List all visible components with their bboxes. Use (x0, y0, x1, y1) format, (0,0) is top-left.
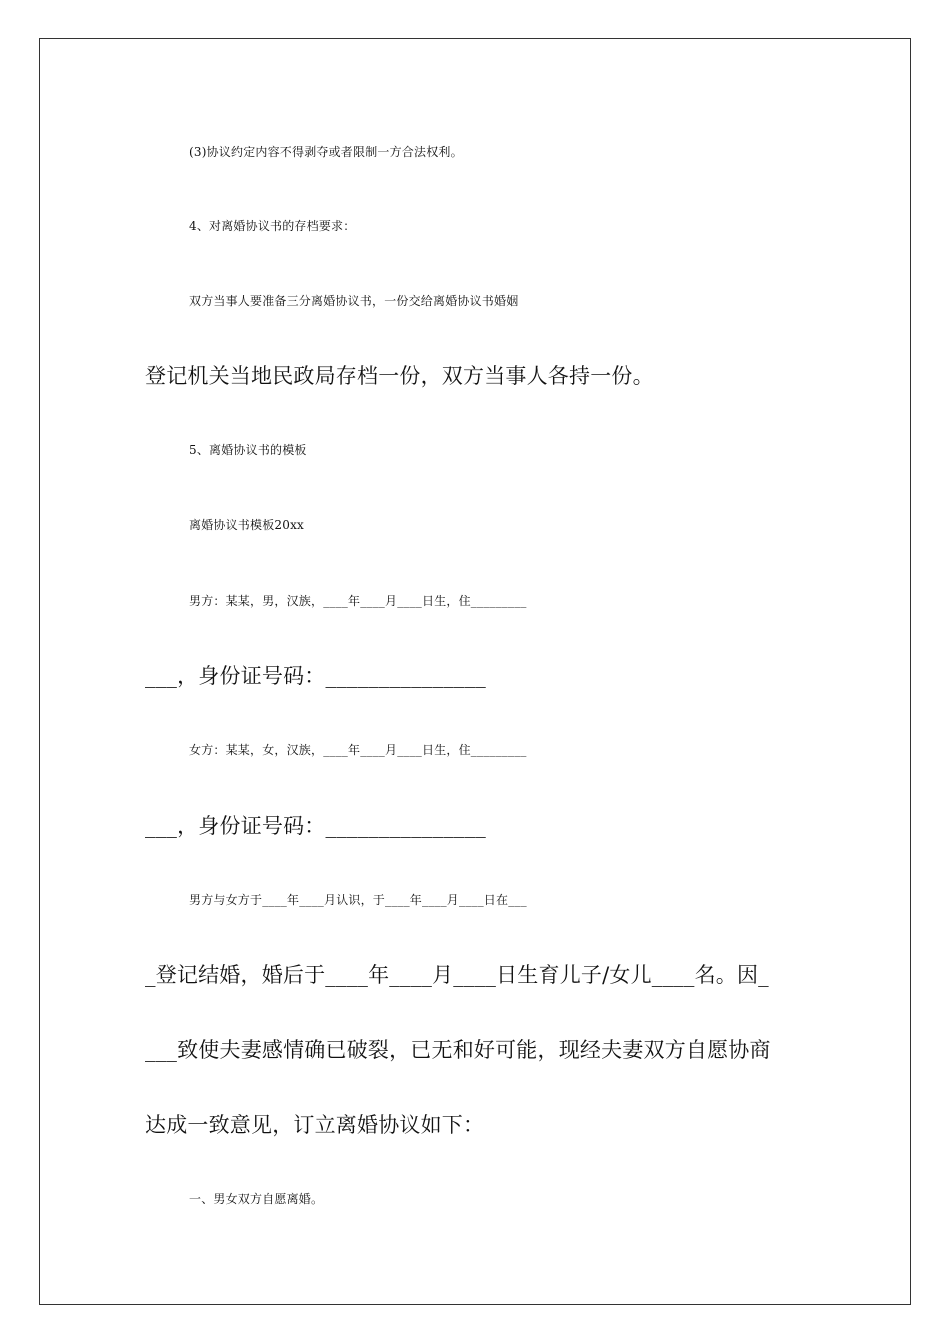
paragraph-line: 女方：某某，女，汉族，____年____月____日生，住_________ (189, 743, 527, 757)
section-heading: 5、离婚协议书的模板 (189, 443, 307, 457)
paragraph-line: (3)协议约定内容不得剥夺或者限制一方合法权利。 (189, 145, 463, 159)
paragraph-line: 达成一致意见，订立离婚协议如下： (145, 1113, 485, 1137)
clause-line: 一、男女双方自愿离婚。 (189, 1192, 324, 1206)
template-title: 离婚协议书模板20xx (189, 518, 305, 532)
section-heading: 4、对离婚协议书的存档要求： (189, 219, 356, 233)
paragraph-line: 男方：某某，男，汉族，____年____月____日生，住_________ (189, 594, 527, 608)
paragraph-line: ___致使夫妻感情确已破裂，已无和好可能，现经夫妻双方自愿协商 (145, 1038, 771, 1062)
paragraph-line: 双方当事人要准备三分离婚协议书，一份交给离婚协议书婚姻 (189, 294, 519, 308)
paragraph-line: 登记机关当地民政局存档一份，双方当事人各持一份。 (145, 364, 654, 388)
paragraph-line: 男方与女方于____年____月认识，于____年____月____日在___ (189, 893, 527, 907)
paragraph-line: ___，身份证号码：_______________ (145, 814, 486, 838)
paragraph-line: _登记结婚，婚后于____年____月____日生育儿子/女儿____名。因_ (145, 963, 769, 987)
paragraph-line: ___，身份证号码：_______________ (145, 664, 486, 688)
